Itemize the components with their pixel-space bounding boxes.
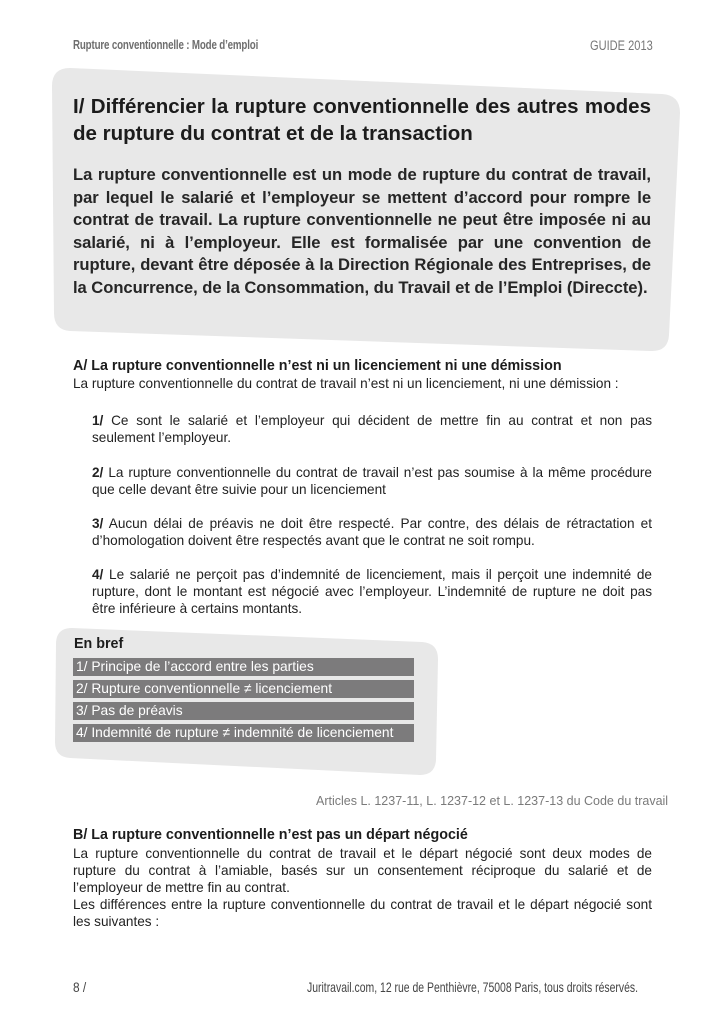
list-item bbox=[92, 515, 652, 549]
en-bref-item: 4/ Indemnité de rupture ≠ indemnité de licenciement bbox=[73, 724, 414, 742]
item-number: 2/ bbox=[92, 465, 104, 480]
lead-paragraph: La rupture conventionnelle est un mode de rupture du contrat de travail, par lequel le salarié et l’employeur se mettent d’accord pour rompre le contrat de travail. La rupture conventionnelle ne peut être imposée ni au salarié, ni à l’employeur. Elle est formalisée par une convention de rupture, devant être déposée à la Direction Régionale des Entreprises, de la Concurrence, de la Consommation, du Travail et de l’Emploi (Direccte). bbox=[73, 165, 651, 297]
section-b-title: B/ La rupture conventionnelle n’est pas un départ négocié bbox=[73, 827, 468, 843]
item-number: 3/ bbox=[92, 516, 104, 531]
page-number: 8 / bbox=[73, 979, 87, 995]
header-title: Rupture conventionnelle : Mode d’emploi bbox=[73, 38, 259, 52]
articles-reference: Articles L. 1237-11, L. 1237-12 et L. 1237-13 du Code du travail bbox=[316, 794, 669, 808]
section-b-paragraph: La rupture conventionnelle du contrat de travail et le départ négocié sont deux modes de rupture du contrat à l’amiable, basés sur un consentement réciproque du salarié et de l’employeur de mettre fin au contrat. bbox=[73, 846, 652, 895]
section-a-title: A/ La rupture conventionnelle n’est ni un licenciement ni une démission bbox=[73, 358, 562, 374]
item-text: Le salarié ne perçoit pas d’indemnité de licenciement, mais il perçoit une indemnité de rupture, dont le montant est négocié avec l’employeur. L’indemnité de rupture ne doit pas être inférieure à certains montants. bbox=[92, 567, 652, 616]
list-item bbox=[92, 566, 652, 617]
section-b-body bbox=[73, 845, 652, 930]
item-text: La rupture conventionnelle du contrat de travail n’est pas soumise à la même procédure que celle devant être suivie pour un licenciement bbox=[92, 465, 652, 497]
list-item bbox=[92, 464, 652, 498]
item-text: Ce sont le salarié et l’employeur qui décident de mettre fin au contrat et non pas seulement l’employeur. bbox=[92, 413, 652, 445]
item-number: 4/ bbox=[92, 567, 104, 582]
header-guide-year: GUIDE 2013 bbox=[590, 38, 653, 53]
section-a-intro: La rupture conventionnelle du contrat de travail n’est ni un licenciement, ni une démission : bbox=[73, 376, 619, 391]
list-item bbox=[92, 412, 652, 446]
en-bref-item: 1/ Principe de l’accord entre les parties bbox=[73, 658, 414, 676]
footer-copyright: Juritravail.com, 12 rue de Penthièvre, 75008 Paris, tous droits réservés. bbox=[307, 979, 639, 995]
en-bref-item: 3/ Pas de préavis bbox=[73, 702, 414, 720]
item-number: 1/ bbox=[92, 413, 104, 428]
en-bref-title: En bref bbox=[74, 636, 124, 652]
item-text: Aucun délai de préavis ne doit être respecté. Par contre, des délais de rétractation et d’homologation doivent être respectés avant que le contrat ne soit rompu. bbox=[92, 516, 652, 548]
en-bref-item: 2/ Rupture conventionnelle ≠ licenciement bbox=[73, 680, 414, 698]
section-heading: I/ Différencier la rupture conventionnelle des autres modes de rupture du contrat et de la transaction bbox=[73, 95, 651, 145]
section-b-paragraph: Les différences entre la rupture conventionnelle du contrat de travail et le départ négocié sont les suivantes : bbox=[73, 897, 652, 929]
